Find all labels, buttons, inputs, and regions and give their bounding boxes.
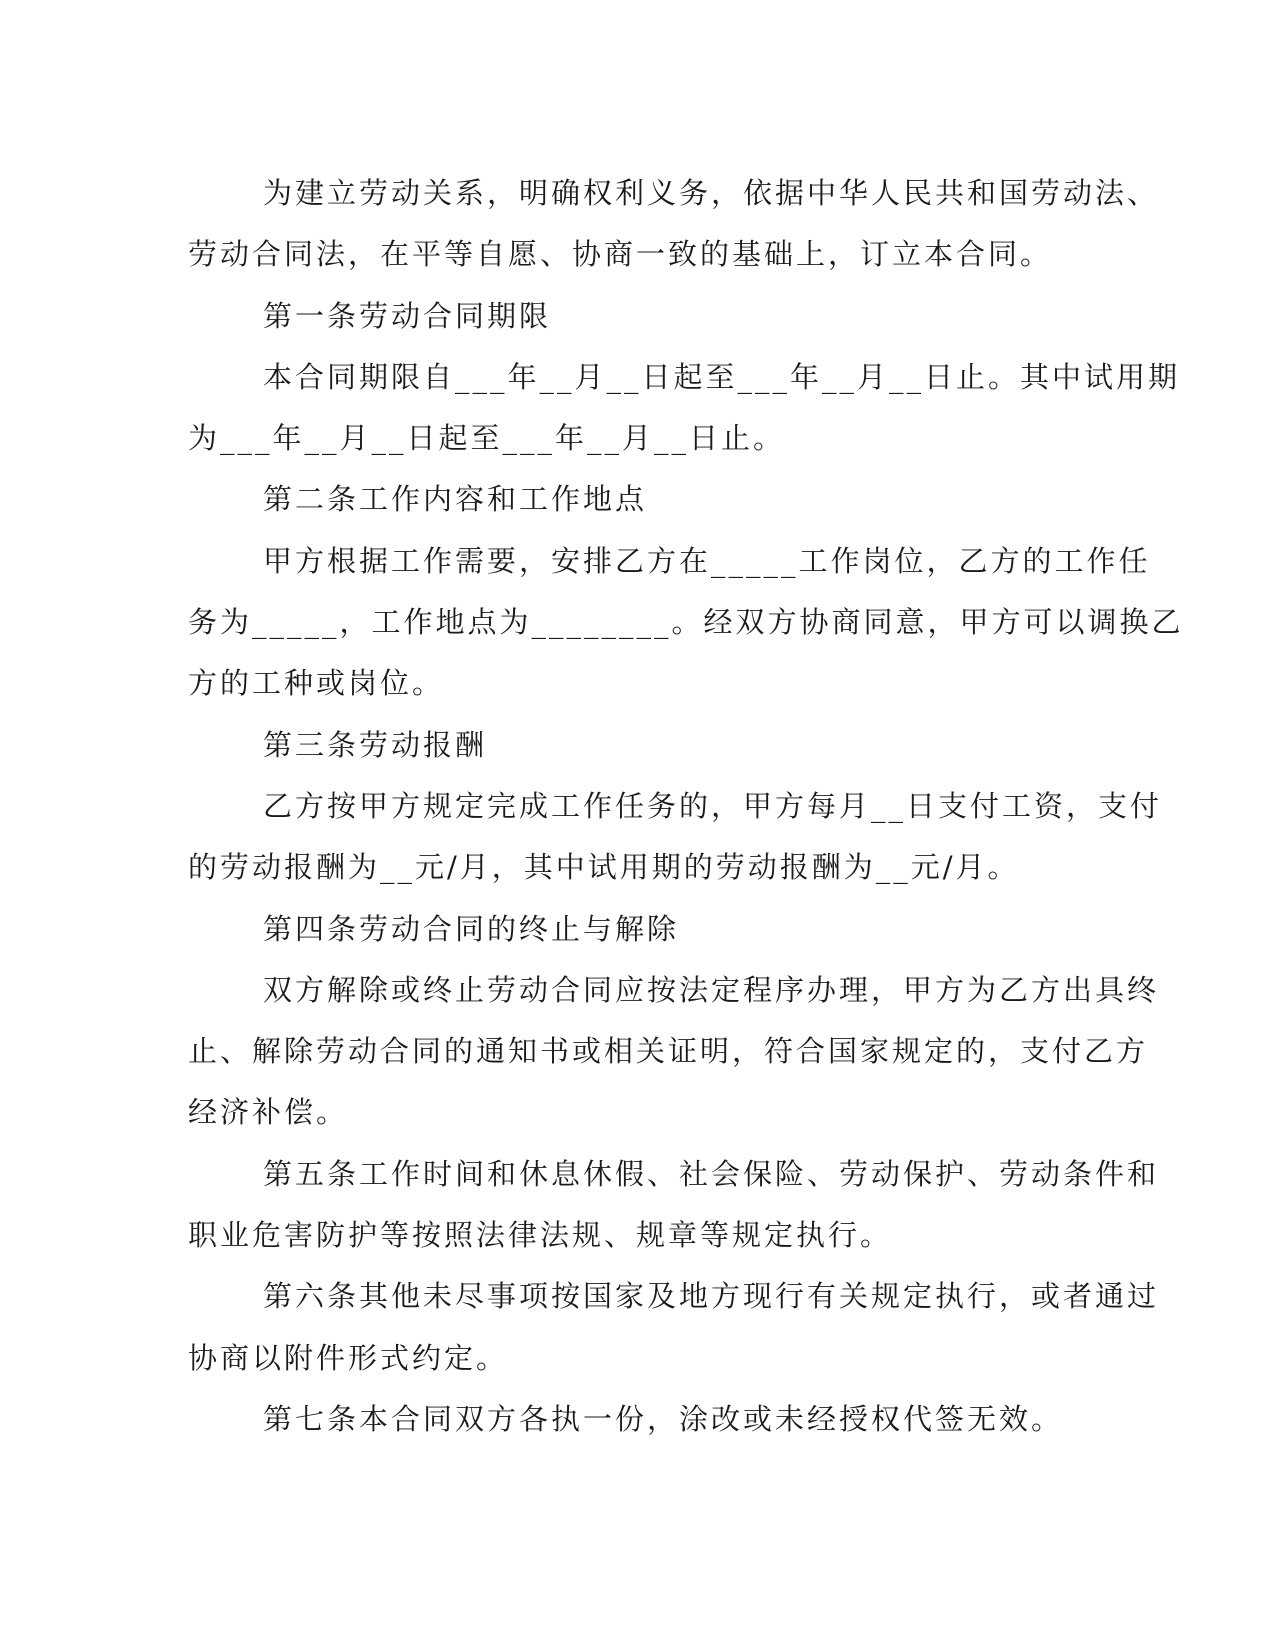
text-line: 止、解除劳动合同的通知书或相关证明，符合国家规定的，支付乙方 bbox=[188, 1034, 1149, 1069]
text-line: 经济补偿。 bbox=[188, 1095, 349, 1130]
text-line: 双方解除或终止劳动合同应按法定程序办理，甲方为乙方出具终 bbox=[263, 972, 1160, 1007]
text-line: 第七条本合同双方各执一份，涂改或未经授权代签无效。 bbox=[263, 1401, 1064, 1436]
text-line: 协商以附件形式约定。 bbox=[188, 1340, 509, 1375]
text-line: 方的工种或岗位。 bbox=[188, 666, 445, 701]
contract-body bbox=[188, 163, 1184, 1450]
text-line: 乙方按甲方规定完成工作任务的，甲方每月__日支付工资，支付 bbox=[263, 788, 1163, 823]
text-line: 劳动合同法，在平等自愿、协商一致的基础上，订立本合同。 bbox=[188, 237, 1053, 272]
text-line: 为___年__月__日起至___年__月__日止。 bbox=[188, 421, 786, 456]
section-heading: 第二条工作内容和工作地点 bbox=[263, 482, 648, 517]
section-heading: 第三条劳动报酬 bbox=[263, 727, 488, 762]
section-heading: 第一条劳动合同期限 bbox=[263, 298, 552, 333]
text-line: 甲方根据工作需要，安排乙方在_____工作岗位，乙方的工作任 bbox=[263, 543, 1151, 578]
text-line: 的劳动报酬为__元/月，其中试用期的劳动报酬为__元/月。 bbox=[188, 850, 1020, 885]
text-line: 为建立劳动关系，明确权利义务，依据中华人民共和国劳动法、 bbox=[263, 176, 1160, 210]
text-line: 本合同期限自___年__月__日起至___年__月__日止。其中试用期 bbox=[263, 359, 1181, 394]
section-heading: 第四条劳动合同的终止与解除 bbox=[263, 911, 680, 946]
text-line: 务为_____，工作地点为________。经双方协商同意，甲方可以调换乙 bbox=[188, 605, 1184, 640]
text-line: 职业危害防护等按照法律法规、规章等规定执行。 bbox=[188, 1218, 893, 1253]
text-line: 第六条其他未尽事项按国家及地方现行有关规定执行，或者通过 bbox=[263, 1279, 1160, 1314]
text-line: 第五条工作时间和休息休假、社会保险、劳动保护、劳动条件和 bbox=[263, 1156, 1160, 1191]
